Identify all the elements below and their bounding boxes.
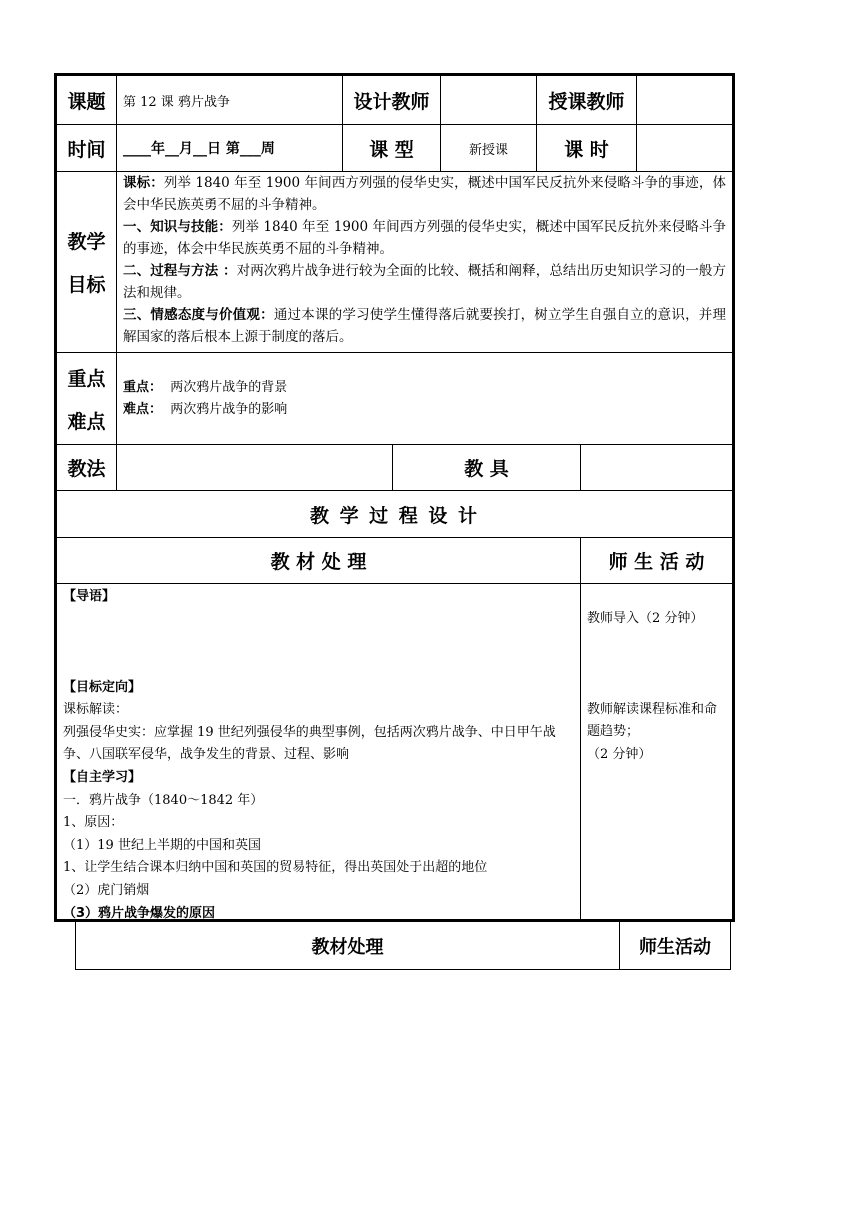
activity-content	[581, 584, 732, 922]
row-objectives	[57, 172, 732, 353]
type-value: 新授课	[441, 125, 537, 171]
tools-label: 教 具	[393, 445, 581, 490]
activity-space	[587, 631, 726, 699]
row-content	[57, 584, 732, 922]
key-points-label-1: 重点	[67, 367, 106, 390]
study-line-5: （2）虎门销烟	[63, 882, 150, 898]
type-label: 课 型	[343, 125, 441, 171]
tools-value	[581, 445, 732, 490]
objective-standard: 课标：列举 1840 年至 1900 年间西方列强的侵华史实，概述中国军民反抗外来侵略斗争的事迹，体会中华民族英勇不屈的斗争精神。	[123, 175, 726, 213]
hard-point: 难点： 两次鸦片战争的影响	[123, 402, 288, 417]
row-time	[57, 125, 732, 172]
method-label: 教法	[57, 445, 117, 490]
objective-process: 二、过程与方法 ：对两次鸦片战争进行较为全面的比较、概括和阐释，总结出历史知识学习的一般方法和规律。	[123, 263, 727, 301]
study-line-4: 1、让学生结合课本归纳中国和英国的贸易特征，得出英国处于出超的地位	[63, 860, 488, 876]
activity-intro: 教师导入（2 分钟）	[587, 611, 704, 626]
objectives-content	[117, 172, 732, 352]
time-label: 时间	[57, 125, 117, 171]
goal-heading: 【目标定向】	[63, 679, 142, 695]
continuation-header	[75, 922, 731, 970]
objectives-label-1: 教学	[67, 231, 106, 253]
objectives-label-2: 目标	[67, 274, 106, 296]
activity-standards: 教师解读课程标准和命题趋势；	[587, 701, 718, 740]
teacher-label: 授课教师	[537, 76, 637, 124]
continuation-material: 教材处理	[76, 922, 620, 969]
designer-value	[441, 76, 537, 124]
process-title: 教 学 过 程 设 计	[57, 491, 732, 538]
topic-label: 课题	[57, 76, 117, 124]
key-points-label-2: 难点	[67, 410, 106, 433]
study-line-2: 1、原因：	[63, 815, 124, 831]
key-points-label	[57, 353, 117, 444]
objectives-label	[57, 172, 117, 352]
topic-value: 第 12 课 鸦片战争	[117, 76, 343, 124]
self-study-heading: 【自主学习】	[63, 769, 142, 785]
key-points-content	[117, 353, 732, 444]
goal-line-1: 课标解读：	[63, 702, 129, 718]
row-topic	[57, 76, 732, 125]
row-column-headers	[57, 538, 732, 584]
material-header: 教 材 处 理	[57, 538, 581, 583]
row-method	[57, 445, 732, 491]
material-content	[57, 584, 581, 922]
activity-header: 师 生 活 动	[608, 551, 705, 573]
lesson-plan-table	[54, 73, 735, 922]
study-line-6: （3）鸦片战争爆发的原因	[63, 905, 216, 921]
objective-emotion: 三、情感态度与价值观：通过本课的学习使学生懂得落后就要挨打，树立学生自强自立的意识，并理解国家的落后根本上源于制度的落后。	[123, 307, 727, 345]
intro-heading: 【导语】	[63, 589, 116, 604]
key-point: 重点： 两次鸦片战争的背景	[123, 380, 288, 395]
intro-space	[63, 609, 574, 677]
objective-knowledge: 一、知识与技能：列举 1840 年至 1900 年间西方列强的侵华史实，概述中国军民反抗外来侵略斗争的事迹，体会中华民族英勇不屈的斗争精神。	[123, 219, 726, 257]
time-value: ____年__月__日 第___周	[117, 125, 343, 171]
designer-label: 设计教师	[343, 76, 441, 124]
method-value	[117, 445, 393, 490]
goal-line-2: 列强侵华史实：应掌握 19 世纪列强侵华的典型事例，包括两次鸦片战争、中日甲午战争、八国联军侵华，战争发生的背景、过程、影响	[63, 724, 556, 763]
row-key-points	[57, 353, 732, 445]
activity-time: （2 分钟）	[587, 746, 652, 762]
teacher-value	[637, 76, 732, 124]
study-line-1: 一．鸦片战争（1840～1842 年）	[63, 792, 264, 808]
period-value	[637, 125, 732, 171]
continuation-activity: 师生活动	[639, 936, 711, 958]
period-label: 课 时	[537, 125, 637, 171]
study-line-3: （1）19 世纪上半期的中国和英国	[63, 837, 261, 853]
